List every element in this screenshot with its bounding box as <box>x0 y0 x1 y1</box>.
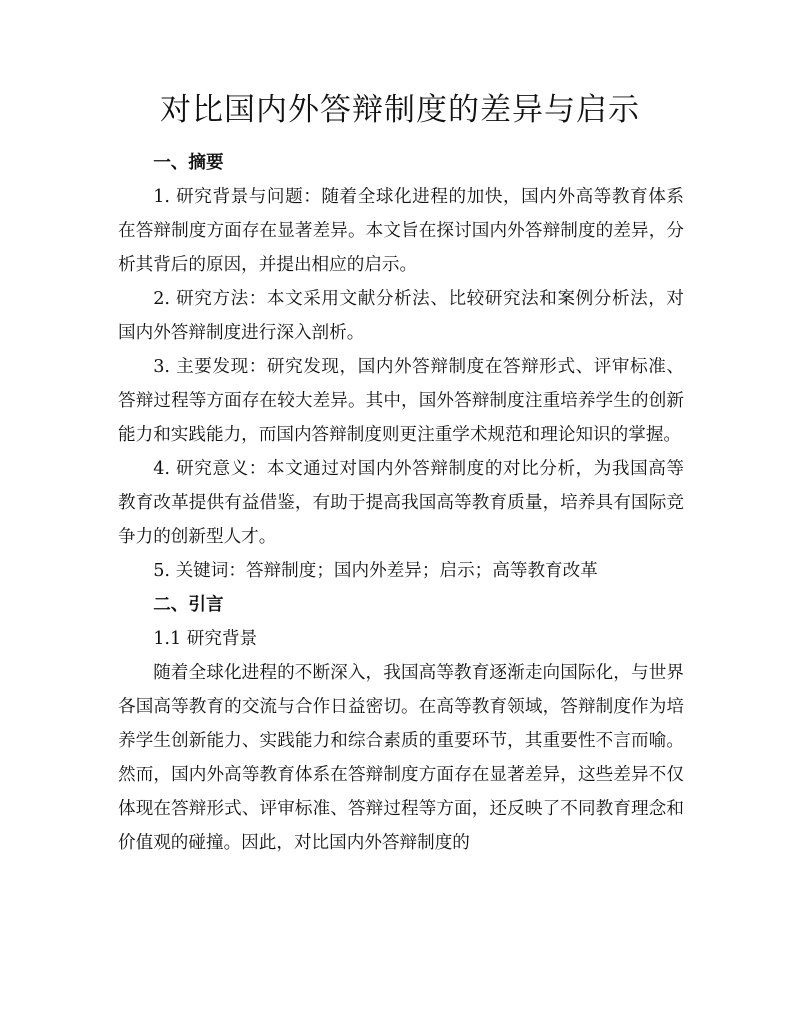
document-title: 对比国内外答辩制度的差异与启示 <box>160 92 640 128</box>
subsection-heading-background: 1.1 研究背景 <box>153 629 258 649</box>
paragraph-introduction-background: 随着全球化进程的不断深入，我国高等教育逐渐走向国际化，与世界各国高等教育的交流与合作日益密切。在高等教育领域，答辩制度作为培养学生创新能力、实践能力和综合素质的重要环节，其重要性不言而喻。然而，国内外高等教育体系在答辩制度方面存在显著差异，这些差异不仅体现在答辩形式、评审标准、答辩过程等方面，还反映了不同教育理念和价值观的碰撞。因此，对比国内外答辩制度的 <box>118 663 684 853</box>
document-body <box>118 146 684 860</box>
paragraph-abstract-method: 2. 研究方法：本文采用文献分析法、比较研究法和案例分析法，对国内外答辩制度进行深入剖析。 <box>118 289 684 343</box>
section-heading-abstract: 一、摘要 <box>153 152 224 173</box>
paragraph-abstract-significance: 4. 研究意义：本文通过对国内外答辩制度的对比分析，为我国高等教育改革提供有益借鉴，有助于提高我国高等教育质量，培养具有国际竞争力的创新型人才。 <box>118 459 684 547</box>
paragraph-abstract-findings: 3. 主要发现：研究发现，国内外答辩制度在答辩形式、评审标准、答辩过程等方面存在较大差异。其中，国外答辩制度注重培养学生的创新能力和实践能力，而国内答辩制度则更注重学术规范和理论知识的掌握。 <box>118 357 684 445</box>
paragraph-abstract-keywords: 5. 关键词：答辩制度；国内外差异；启示；高等教育改革 <box>153 561 598 581</box>
paragraph-abstract-background: 1. 研究背景与问题：随着全球化进程的加快，国内外高等教育体系在答辩制度方面存在显著差异。本文旨在探讨国内外答辩制度的差异，分析其背后的原因，并提出相应的启示。 <box>118 187 684 275</box>
section-heading-introduction: 二、引言 <box>153 594 224 615</box>
